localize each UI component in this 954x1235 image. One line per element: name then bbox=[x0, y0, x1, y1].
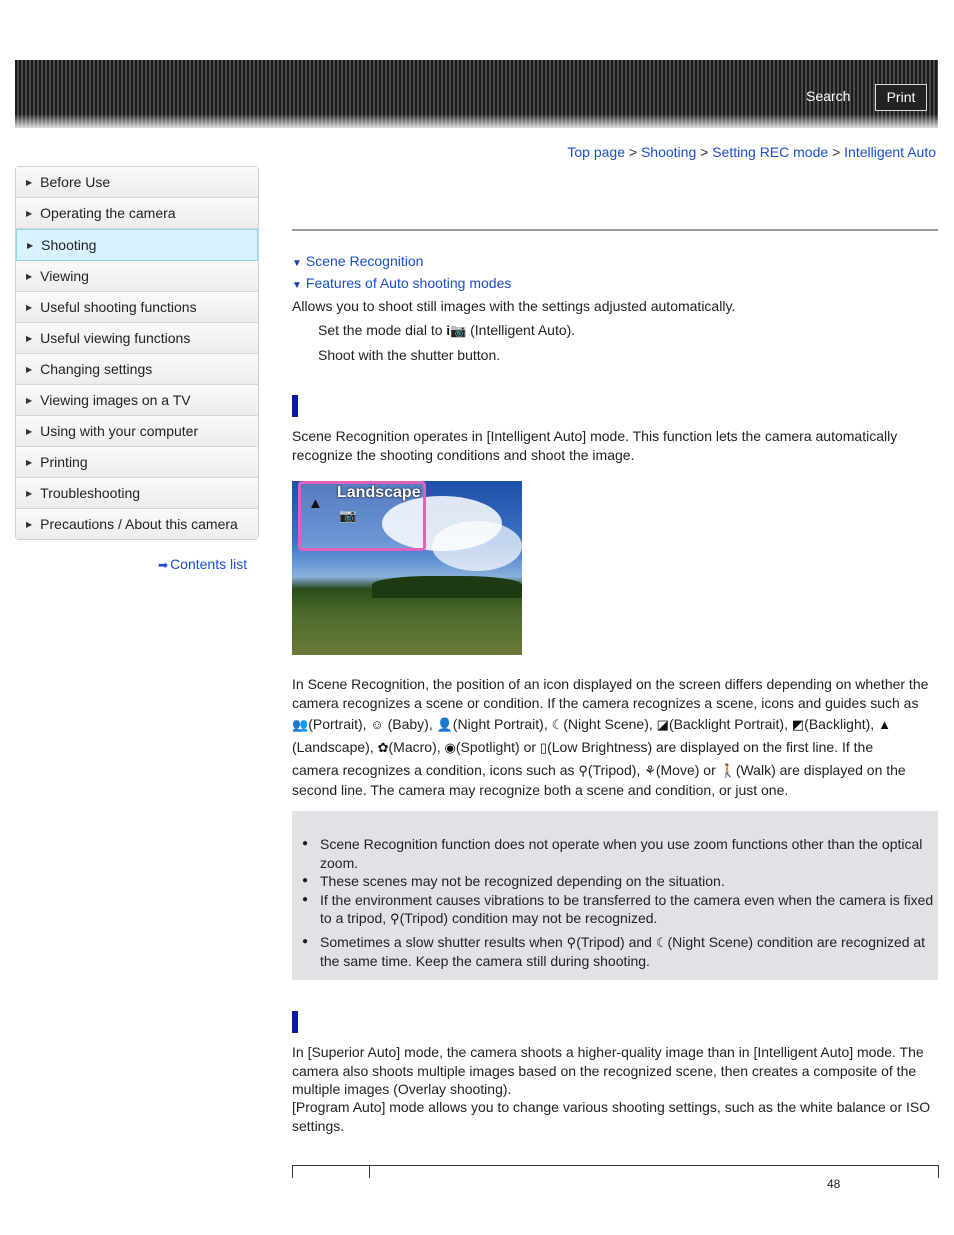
title-divider bbox=[292, 229, 938, 231]
section-heading-bar bbox=[292, 1011, 298, 1033]
anchor-scene-recognition[interactable] bbox=[292, 253, 423, 269]
sidebar-item-label: Precautions / About this camera bbox=[40, 516, 238, 532]
sidebar-item-useful-viewing-functions[interactable] bbox=[16, 323, 258, 354]
arrow-right-icon: ➡ bbox=[158, 558, 169, 572]
tripod-icon: ⚲ bbox=[566, 934, 577, 950]
night-scene-label: (Night Scene), bbox=[563, 716, 653, 732]
intelligent-auto-icon: i📷 bbox=[446, 323, 467, 338]
sidebar-item-before-use[interactable] bbox=[16, 167, 258, 198]
sidebar-item-troubleshooting[interactable] bbox=[16, 478, 258, 509]
anchor-label: Features of Auto shooting modes bbox=[305, 275, 512, 291]
icons-line-5-text: camera recognizes a condition, icons such as bbox=[292, 762, 575, 778]
triangle-right-icon: ▶ bbox=[26, 302, 33, 312]
triangle-right-icon: ▶ bbox=[27, 240, 34, 250]
note-text: If the environment causes vibrations to be transferred to the camera even when the camera is fixed to a tripod, bbox=[320, 891, 934, 926]
triangle-right-icon: ▶ bbox=[26, 333, 33, 343]
sidebar-item-label: Troubleshooting bbox=[40, 485, 141, 501]
breadcrumb-sep: > bbox=[832, 144, 841, 160]
tripod-icon: ⚲ bbox=[390, 911, 400, 926]
sidebar-item-label: Viewing bbox=[40, 268, 89, 284]
night-scene-icon: ☾ bbox=[655, 934, 668, 950]
sidebar-item-label: Useful viewing functions bbox=[40, 330, 191, 346]
night-portrait-label: (Night Portrait), bbox=[452, 716, 548, 732]
triangle-right-icon: ▶ bbox=[26, 395, 33, 405]
table-column-divider bbox=[369, 1166, 370, 1178]
walk-icon: 🚶 bbox=[719, 763, 736, 778]
sidebar-item-label: Useful shooting functions bbox=[40, 299, 197, 315]
sidebar-item-label: Printing bbox=[40, 454, 88, 470]
breadcrumb-intelligent-auto[interactable]: Intelligent Auto bbox=[844, 144, 936, 160]
triangle-right-icon: ▶ bbox=[26, 364, 33, 374]
header-banner bbox=[15, 60, 938, 128]
notes-box bbox=[292, 811, 938, 980]
breadcrumb-sep: > bbox=[628, 144, 638, 160]
landscape-icon: ▲ bbox=[308, 495, 323, 512]
tripod-icon: ⚲ bbox=[578, 763, 588, 778]
contents-list-link[interactable] bbox=[158, 556, 247, 572]
sidebar-item-viewing-images-on-tv[interactable] bbox=[16, 385, 258, 416]
scene-recognition-text: Scene Recognition operates in [Intelligent Auto] mode. This function lets the camera automatically recognize the shooting conditions and shoot the image. bbox=[292, 428, 898, 463]
note-text: (Night Scene) condition are recognized at the same time. Keep the camera still during shooting. bbox=[320, 933, 926, 969]
breadcrumb-shooting[interactable]: Shooting bbox=[640, 144, 697, 160]
baby-icon: ☺ bbox=[370, 717, 384, 732]
search-link[interactable]: Search bbox=[806, 88, 851, 104]
contents-list-label: Contents list bbox=[170, 556, 248, 572]
sidebar-item-label: Changing settings bbox=[40, 361, 153, 377]
anchor-features-auto-modes[interactable] bbox=[292, 275, 511, 291]
note-text: (Tripod) condition may not be recognized. bbox=[399, 910, 658, 926]
tripod-label: (Tripod), bbox=[587, 762, 641, 778]
low-brightness-icon: ▯ bbox=[539, 739, 548, 755]
note-item: ● These scenes may not be recognized depending on the situation. bbox=[304, 872, 934, 891]
triangle-down-icon: ▼ bbox=[292, 280, 302, 291]
walk-label: (Walk) are displayed on the bbox=[735, 762, 906, 778]
note-item bbox=[304, 891, 934, 929]
triangle-right-icon: ▶ bbox=[26, 426, 33, 436]
superior-auto-text: In [Superior Auto] mode, the camera shoots a higher-quality image than in [Intelligent Auto] mode. The camera also shoots multiple images based on the recognized scene, then creates a composite of the multiple images (Overlay shooting). bbox=[292, 1044, 924, 1097]
breadcrumb-top-page[interactable]: Top page bbox=[567, 144, 625, 160]
breadcrumb bbox=[567, 144, 936, 160]
sidebar-item-viewing[interactable] bbox=[16, 261, 258, 292]
note-text: Sometimes a slow shutter results when bbox=[320, 933, 563, 950]
sidebar-item-label: Using with your computer bbox=[40, 423, 199, 439]
triangle-right-icon: ▶ bbox=[26, 271, 33, 281]
sidebar-item-changing-settings[interactable] bbox=[16, 354, 258, 385]
triangle-right-icon: ▶ bbox=[26, 457, 33, 467]
cloud-shape bbox=[432, 521, 522, 571]
spotlight-label: (Spotlight) or bbox=[455, 738, 537, 755]
tree-line bbox=[372, 576, 522, 598]
notes-list bbox=[304, 835, 934, 971]
sidebar-item-label: Before Use bbox=[40, 174, 111, 190]
scene-label: Landscape bbox=[337, 484, 421, 501]
move-icon: ⚘ bbox=[644, 763, 656, 778]
sidebar-item-printing[interactable] bbox=[16, 447, 258, 478]
icons-line-3 bbox=[292, 715, 938, 735]
triangle-down-icon: ▼ bbox=[292, 258, 302, 269]
triangle-right-icon: ▶ bbox=[26, 177, 33, 187]
backlight-portrait-label: (Backlight Portrait), bbox=[668, 716, 788, 732]
breadcrumb-sep: > bbox=[700, 144, 709, 160]
landscape-label: (Landscape), bbox=[292, 738, 374, 755]
portrait-icon: 👥 bbox=[292, 717, 309, 732]
macro-label: (Macro), bbox=[388, 738, 441, 755]
sidebar-item-useful-shooting-functions[interactable] bbox=[16, 292, 258, 323]
landscape-sample-image bbox=[292, 481, 522, 655]
intro-text: Allows you to shoot still images with the settings adjusted automatically. bbox=[292, 298, 736, 314]
sidebar-item-shooting[interactable] bbox=[16, 229, 258, 261]
sidebar-item-label: Shooting bbox=[41, 237, 97, 253]
anchor-label: Scene Recognition bbox=[305, 253, 424, 269]
backlight-label: (Backlight), bbox=[804, 716, 875, 732]
icons-line-4 bbox=[292, 738, 938, 758]
note-item: ● Scene Recognition function does not operate when you use zoom functions other than the optical zoom. bbox=[304, 835, 934, 872]
night-scene-icon: ☾ bbox=[551, 717, 564, 732]
low-brightness-label: (Low Brightness) are displayed on the first line. If the bbox=[547, 738, 874, 755]
step-1-text: Set the mode dial to bbox=[318, 322, 443, 338]
backlight-icon: ◩ bbox=[791, 717, 805, 732]
icons-paragraph bbox=[292, 675, 938, 799]
icons-line-1: In Scene Recognition, the position of an icon displayed on the screen differs depending on whether the bbox=[292, 676, 929, 692]
move-label: (Move) or bbox=[655, 762, 716, 778]
step-1 bbox=[318, 322, 575, 339]
triangle-right-icon: ▶ bbox=[26, 519, 33, 529]
page-number: 48 bbox=[827, 1177, 841, 1191]
comparison-table-top bbox=[292, 1165, 939, 1178]
triangle-right-icon: ▶ bbox=[26, 488, 33, 498]
program-auto-text: [Program Auto] mode allows you to change various shooting settings, such as the white balance or ISO settings. bbox=[292, 1099, 931, 1134]
icons-line-6: second line. The camera may recognize both a scene and condition, or just one. bbox=[292, 781, 789, 798]
portrait-label: (Portrait), bbox=[308, 716, 367, 732]
spotlight-icon: ◉ bbox=[444, 739, 456, 755]
section-heading-bar bbox=[292, 395, 298, 417]
step-2: Shoot with the shutter button. bbox=[318, 347, 501, 363]
icons-line-5 bbox=[292, 761, 938, 781]
print-button[interactable]: Print bbox=[875, 84, 927, 111]
sidebar-item-using-with-your-computer[interactable] bbox=[16, 416, 258, 447]
note-text: (Tripod) and bbox=[576, 933, 652, 950]
night-portrait-icon: 👤 bbox=[436, 717, 453, 732]
backlight-portrait-icon: ◪ bbox=[656, 717, 669, 732]
baby-label: (Baby), bbox=[387, 716, 433, 732]
icons-line-2: camera recognizes a scene or condition. If the camera recognizes a scene, icons and guides such as bbox=[292, 694, 919, 711]
note-item bbox=[304, 933, 934, 971]
triangle-right-icon: ▶ bbox=[26, 208, 33, 218]
sidebar-item-label: Operating the camera bbox=[40, 205, 176, 221]
camera-icon: 📷 bbox=[339, 507, 357, 523]
sidebar-item-operating-the-camera[interactable] bbox=[16, 198, 258, 229]
breadcrumb-setting-rec-mode[interactable]: Setting REC mode bbox=[712, 144, 829, 160]
step-1-text-end: (Intelligent Auto). bbox=[470, 322, 576, 338]
landscape-icon: ▲ bbox=[878, 717, 891, 732]
macro-icon: ✿ bbox=[377, 739, 389, 755]
sidebar-nav bbox=[15, 166, 259, 540]
sidebar-item-precautions[interactable] bbox=[16, 509, 258, 539]
sidebar-item-label: Viewing images on a TV bbox=[40, 392, 191, 408]
